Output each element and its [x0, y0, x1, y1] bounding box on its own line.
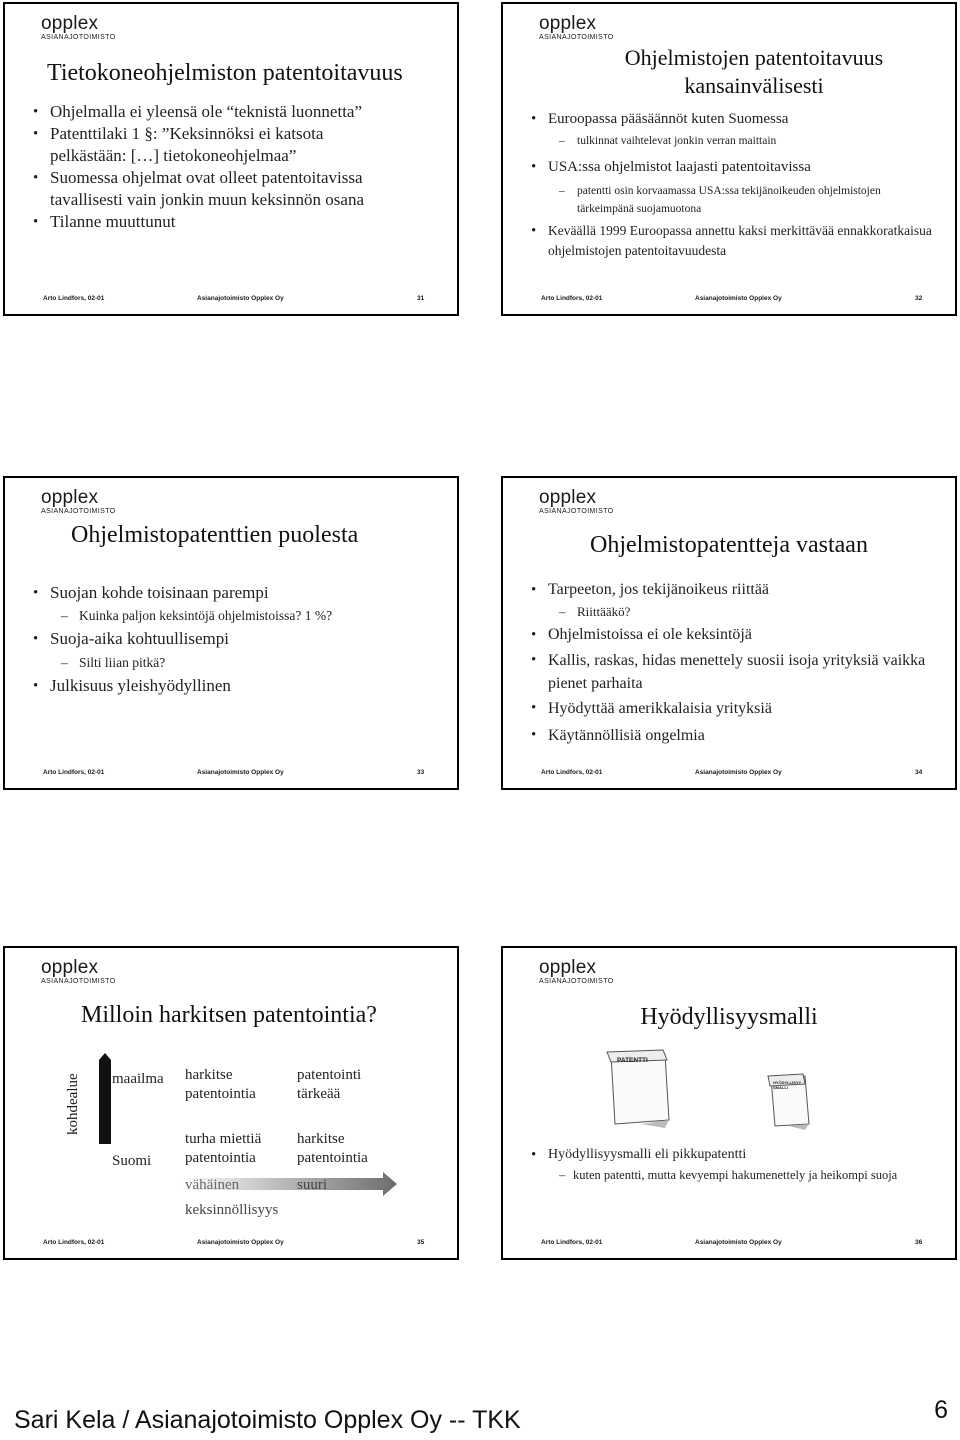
opplex-logo: opplex ASIANAJOTOIMISTO [539, 13, 614, 41]
slide-35: opplex ASIANAJOTOIMISTO Milloin harkitsen patentointia? kohdealue maailma Suomi harkitse patentointia patentointi tärkeää turha miettiä patentointia harkitse patentointia vähäinen suuri keksinnöllisyys Arto Lindfors, 02-01 Asianajotoimisto Opplex Oy 35 [3, 946, 459, 1260]
bullet-subitem: – tulkinnat vaihtelevat jonkin verran maittain [531, 131, 945, 152]
x-axis-label: keksinnöllisyys [185, 1202, 279, 1218]
bullet-item: • Suoja-aika kohtuullisempi [33, 625, 447, 653]
utility-model-doc-label: HYÖDYLLISYYSMALLI [773, 1080, 802, 1090]
document-illustrations [503, 948, 957, 1260]
bullet-item: • Hyödyttää amerikkalaisia yrityksiä [531, 695, 945, 722]
cell-bottom-right: harkitse patentointia [297, 1131, 368, 1166]
slide-36: opplex ASIANAJOTOIMISTO Hyödyllisyysmalli PATENTTI HYÖDYLLISYYSMALLI • Hyödyllisyysmalli eli pikkupatentti – kuten patentti, mutta kevyempi hakumenettely ja heikompi suoja Arto Lindfors, 02-01 Asianajotoimisto Opplex Oy 36 [501, 946, 957, 1260]
bullet-item: • Keväällä 1999 Euroopassa annettu kaksi merkittävää ennakkoratkaisua ohjelmistojen patentoitavuudesta [531, 221, 945, 261]
bullet-item: • Tarpeeton, jos tekijänoikeus riittää [531, 578, 945, 602]
bullet-subitem: – kuten patentti, mutta kevyempi hakumenettely ja heikompi suoja [531, 1166, 945, 1185]
x-high-label: suuri [297, 1177, 327, 1193]
slide-title: Ohjelmistopatentteja vastaan [590, 532, 868, 558]
page-footer-title: Sari Kela / Asianajotoimisto Opplex Oy -- TKK [14, 1406, 521, 1434]
bullet-subitem: – Silti liian pitkä? [33, 653, 447, 672]
y-axis-label: kohdealue [65, 1073, 81, 1135]
bullet-item: • Patenttilaki 1 §: ”Keksinnöksi ei katsota pelkästään: […] tietokoneohjelmaa” [33, 123, 380, 167]
bullet-item: • USA:ssa ohjelmistot laajasti patentoitavissa [531, 152, 945, 182]
bullet-subitem: – patentti osin korvaamassa USA:ssa tekijänoikeuden ohjelmistojen tärkeimpänä suojamuotona [531, 182, 887, 218]
cell-top-right: patentointi tärkeää [297, 1067, 362, 1102]
bullet-item: • Suojan kohde toisinaan parempi [33, 580, 447, 606]
opplex-logo: opplex ASIANAJOTOIMISTO [539, 487, 614, 515]
bullet-item: • Hyödyllisyysmalli eli pikkupatentti [531, 1144, 945, 1166]
opplex-logo: opplex ASIANAJOTOIMISTO [41, 13, 116, 41]
opplex-logo: opplex ASIANAJOTOIMISTO [539, 957, 614, 985]
bullet-item: • Tilanne muuttunut [33, 211, 447, 233]
bullet-item: • Käytännöllisiä ongelmia [531, 722, 945, 749]
slide-34: opplex ASIANAJOTOIMISTO Ohjelmistopatentteja vastaan • Tarpeeton, jos tekijänoikeus riittää – Riittääkö? • Ohjelmistoissa ei ole keksintöjä • Kallis, raskas, hidas menettely suosii isoja yrityksiä vaikka pienet parhaita • Hyödyttää amerikkalaisia yrityksiä • Käytännöllisiä ongelmia Arto Lindfors, 02-01 Asianajotoimisto Opplex Oy 34 [501, 476, 957, 790]
bullet-subitem: – Kuinka paljon keksintöjä ohjelmistoissa? 1 %? [33, 606, 447, 625]
slide-title: Tietokoneohjelmiston patentoitavuus [47, 60, 403, 86]
row-label-bottom: Suomi [112, 1153, 152, 1169]
slide-31: opplex ASIANAJOTOIMISTO Tietokoneohjelmiston patentoitavuus • Ohjelmalla ei yleensä ole “teknistä luonnetta” • Patenttilaki 1 §: ”Keksinnöksi ei katsota pelkästään: […] tietokoneohjelmaa” • Suomessa ohjelmat ovat olleet patentoitavissa tavallisesti vain jonkin muun keksinnön osana • Tilanne muuttunut Arto Lindfors, 02-01 Asianajotoimisto Opplex Oy 31 [3, 2, 459, 316]
bullet-item: • Euroopassa pääsäännöt kuten Suomessa [531, 107, 945, 131]
bullet-list [531, 107, 945, 261]
opplex-logo: opplex ASIANAJOTOIMISTO [41, 957, 116, 985]
slide-32: opplex ASIANAJOTOIMISTO Ohjelmistojen patentoitavuus kansainvälisesti • Euroopassa pääsäännöt kuten Suomessa – tulkinnat vaihtelevat jonkin verran maittain • USA:ssa ohjelmistot laajasti patentoitavissa – patentti osin korvaamassa USA:ssa tekijänoikeuden ohjelmistojen tärkeimpänä suojamuotona • Keväällä 1999 Euroopassa annettu kaksi merkittävää ennakkoratkaisua ohjelmistojen patentoitavuudesta Arto Lindfors, 02-01 Asianajotoimisto Opplex Oy 32 [501, 2, 957, 316]
x-low-label: vähäinen [185, 1177, 240, 1193]
page-number: 6 [934, 1396, 948, 1424]
patent-doc-label: PATENTTI [617, 1057, 648, 1064]
bullet-list [531, 578, 945, 749]
cell-bottom-left: turha miettiä patentointia [185, 1131, 262, 1166]
slide-title: Ohjelmistopatenttien puolesta [71, 522, 359, 548]
opplex-logo: opplex ASIANAJOTOIMISTO [41, 487, 116, 515]
bullet-subitem: – Riittääkö? [531, 602, 945, 621]
slide-33: opplex ASIANAJOTOIMISTO Ohjelmistopatenttien puolesta • Suojan kohde toisinaan parempi – Kuinka paljon keksintöjä ohjelmistoissa? 1 %? • Suoja-aika kohtuullisempi – Silti liian pitkä? • Julkisuus yleishyödyllinen Arto Lindfors, 02-01 Asianajotoimisto Opplex Oy 33 [3, 476, 459, 790]
slide-title: Ohjelmistojen patentoitavuus kansainvälisesti [624, 45, 884, 98]
bullet-item: • Ohjelmalla ei yleensä ole “teknistä luonnetta” [33, 101, 447, 123]
bullet-item: • Ohjelmistoissa ei ole keksintöjä [531, 621, 945, 649]
slide-title: Hyödyllisyysmalli [640, 1004, 818, 1030]
bullet-item: • Julkisuus yleishyödyllinen [33, 672, 447, 700]
bullet-list [33, 101, 447, 233]
bullet-item: • Suomessa ohjelmat ovat olleet patentoitavissa tavallisesti vain jonkin muun keksinnön osana [33, 167, 395, 211]
bullet-list [33, 580, 447, 700]
bullet-list [531, 1144, 945, 1185]
y-axis-arrow [99, 1053, 111, 1144]
bullet-item: • Kallis, raskas, hidas menettely suosii isoja yrityksiä vaikka pienet parhaita [531, 649, 945, 695]
row-label-top: maailma [112, 1071, 164, 1087]
cell-top-left: harkitse patentointia [185, 1067, 256, 1102]
slide-title: Milloin harkitsen patentointia? [81, 1002, 377, 1028]
